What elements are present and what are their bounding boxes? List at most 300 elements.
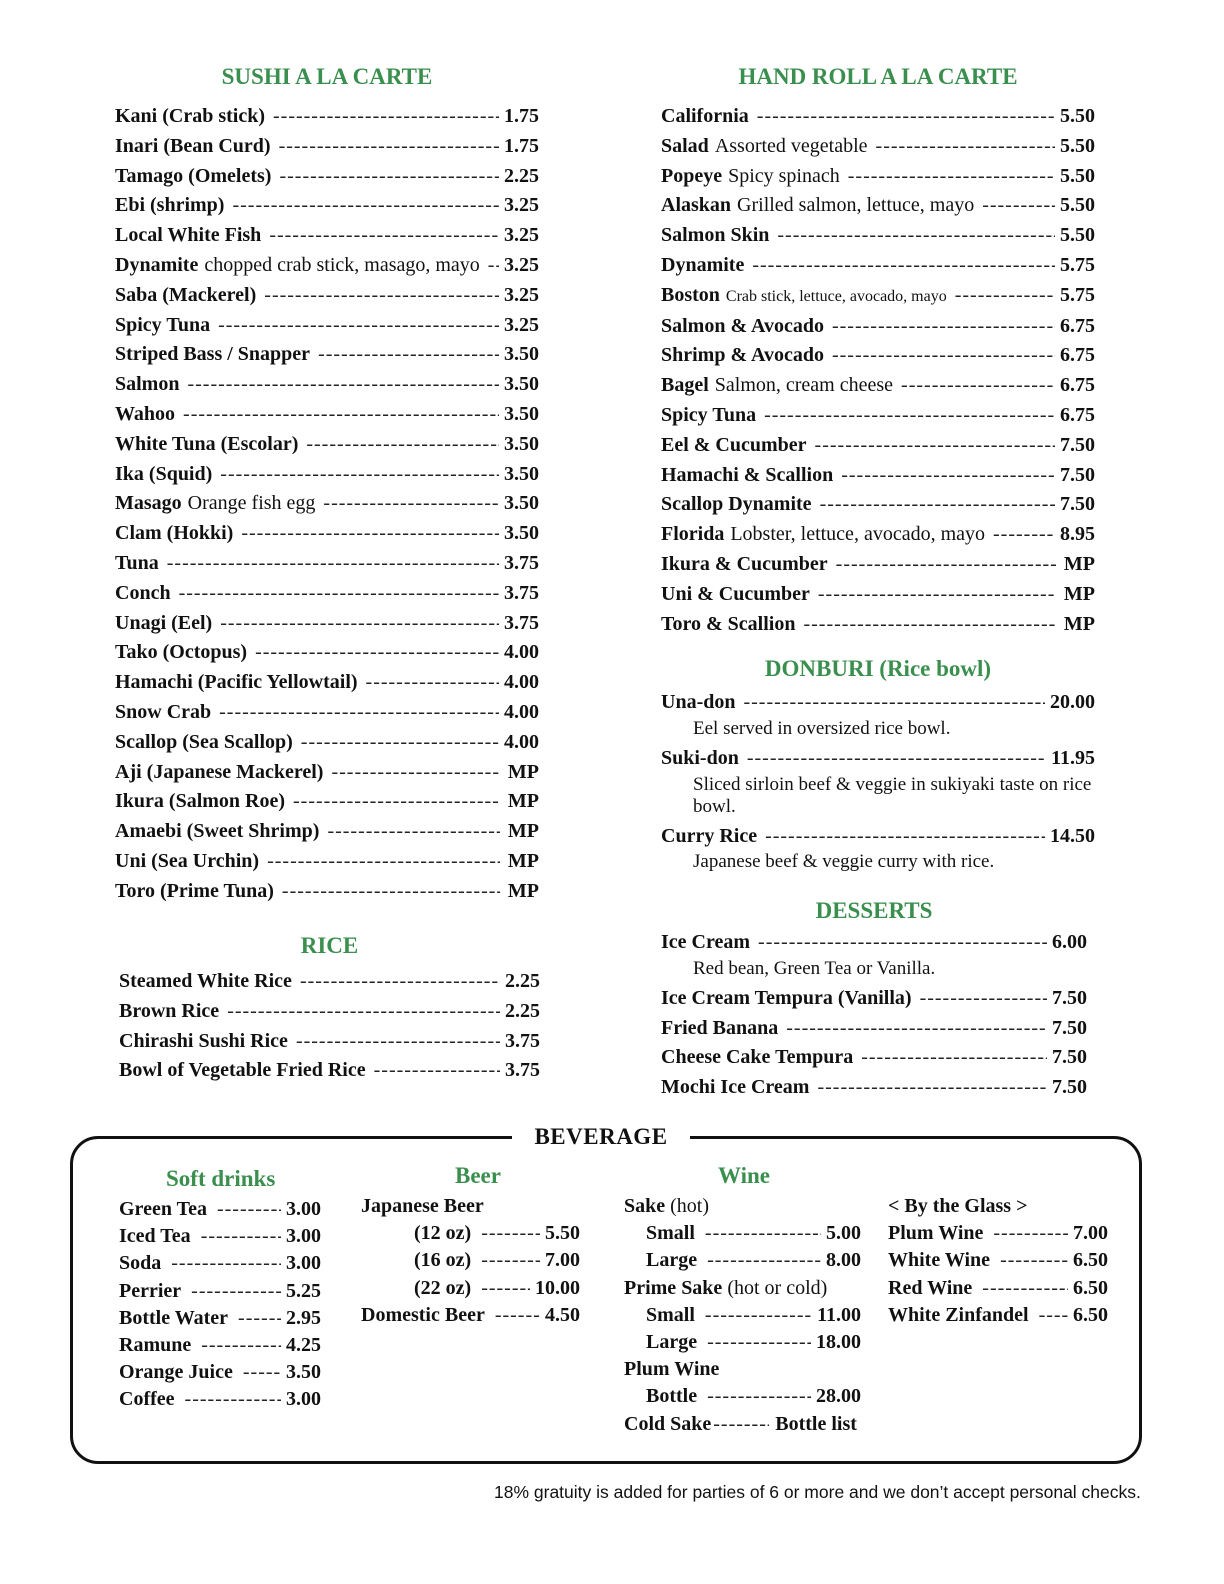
dot-leader (306, 430, 499, 460)
dot-leader (331, 758, 500, 788)
item-price: 6.50 (1073, 1303, 1108, 1326)
dot-leader (218, 311, 499, 341)
item-name: Hamachi (Pacific Yellowtail) (115, 671, 358, 694)
menu-item (661, 610, 1095, 640)
item-price: 8.95 (1060, 523, 1095, 546)
item-price: 8.00 (826, 1249, 861, 1272)
item-name: Kani (Crab stick) (115, 105, 265, 127)
item-name: (16 oz) (414, 1249, 472, 1272)
item-name: Curry Rice (661, 824, 758, 847)
item-name: Salmon & Avocado (661, 314, 824, 337)
item-note: Sliced sirloin beef & veggie in sukiyaki taste on rice bowl. (693, 773, 1092, 817)
donburi-heading: DONBURI (Rice bowl) (764, 656, 992, 681)
dot-leader (705, 1220, 821, 1247)
menu-item (115, 638, 539, 668)
item-price: 3.25 (504, 283, 539, 306)
item-name: Bowl of Vegetable Fried Rice (119, 1059, 366, 1082)
item-price: 4.00 (504, 700, 539, 723)
dot-leader (752, 251, 1055, 281)
item-price: 4.00 (504, 671, 539, 694)
item-price: MP (507, 879, 539, 902)
donburi-list (661, 688, 1095, 873)
item-name: Ika (Squid) (115, 462, 213, 485)
rice-heading: RICE (300, 933, 359, 958)
item-price: 7.50 (1052, 1016, 1087, 1039)
dot-leader (300, 967, 500, 997)
dot-leader (1000, 1247, 1068, 1274)
dot-leader (993, 520, 1055, 550)
item-name: Snow Crab (115, 700, 212, 723)
menu-item (661, 281, 1095, 312)
menu-item (119, 997, 540, 1027)
item-name: Toro (Prime Tuna) (115, 879, 274, 902)
item-price: 7.00 (545, 1249, 580, 1272)
menu-item (888, 1247, 1108, 1274)
dot-leader (183, 400, 499, 430)
dot-leader (264, 281, 499, 311)
menu-item (115, 460, 539, 490)
handroll-section (661, 64, 1095, 639)
item-name: Mochi Ice Cream (661, 1076, 810, 1099)
plum-wine-label: Plum Wine (624, 1358, 720, 1381)
dot-leader (293, 787, 500, 817)
dot-leader (876, 132, 1055, 162)
item-name: Eel & Cucumber (661, 433, 807, 456)
item-name: Brown Rice (119, 999, 220, 1022)
menu-item (661, 162, 1095, 192)
item-price: 6.75 (1060, 344, 1095, 367)
item-price: 4.00 (504, 730, 539, 753)
dot-leader (481, 1220, 540, 1247)
item-name: Perrier (119, 1279, 182, 1302)
by-the-glass-section (888, 1193, 1108, 1329)
menu-item (119, 1056, 540, 1086)
dot-leader (765, 822, 1045, 852)
menu-item (888, 1220, 1108, 1247)
menu-item (115, 251, 539, 281)
item-name: Shrimp & Avocado (661, 344, 824, 367)
item-name: Alaskan (661, 194, 732, 217)
desserts-heading: DESSERTS (815, 898, 933, 923)
item-name: Salad (661, 134, 709, 157)
item-name: Inari (Bean Curd) (115, 134, 271, 157)
dot-leader (279, 132, 499, 162)
menu-item (115, 489, 539, 519)
wine-section (624, 1163, 861, 1438)
menu-item: Bottle ----- 28.00 (624, 1383, 861, 1410)
dot-leader (901, 371, 1055, 401)
menu-item (661, 132, 1095, 162)
dot-leader (243, 1359, 281, 1386)
menu-item (115, 340, 539, 370)
item-name: Chirashi Sushi Rice (119, 1029, 288, 1052)
dot-leader (786, 1014, 1047, 1044)
item-price: 3.75 (504, 611, 539, 634)
menu-item (115, 877, 539, 907)
dot-leader (219, 698, 499, 728)
menu-item (661, 371, 1095, 401)
item-name: Tako (Octopus) (115, 641, 248, 664)
item-name: Red Wine (888, 1276, 973, 1299)
dot-leader (201, 1332, 281, 1359)
menu-item (119, 1196, 321, 1223)
sushi-heading: SUSHI A LA CARTE (221, 64, 433, 89)
dot-leader (747, 744, 1046, 774)
item-price: 3.50 (504, 462, 539, 485)
item-name: Small (646, 1303, 695, 1326)
menu-item (661, 822, 1095, 852)
item-price: 7.50 (1052, 1046, 1087, 1069)
menu-item (661, 688, 1095, 718)
dot-leader (220, 609, 499, 639)
menu-item (119, 1250, 321, 1277)
item-price: 5.50 (1060, 105, 1095, 127)
item-price: 5.50 (545, 1222, 580, 1245)
item-price: 7.50 (1060, 493, 1095, 516)
item-name: Green Tea (119, 1198, 207, 1220)
item-price: 3.75 (504, 581, 539, 604)
dot-leader (238, 1305, 281, 1332)
dot-leader (481, 1275, 530, 1302)
item-name: Bagel (661, 374, 709, 397)
item-name: Amaebi (Sweet Shrimp) (115, 820, 320, 843)
menu-item (661, 461, 1095, 491)
item-name: Cheese Cake Tempura (661, 1046, 854, 1069)
item-price: 5.50 (1060, 164, 1095, 187)
japanese-beer-label: Japanese Beer (361, 1195, 484, 1217)
item-name: Saba (Mackerel) (115, 283, 257, 306)
menu-item (115, 132, 539, 162)
item-name: Plum Wine (888, 1222, 984, 1245)
item-price: 5.50 (1060, 134, 1095, 157)
item-name: (22 oz) (414, 1276, 472, 1299)
menu-item: Domestic Beer ----- 4.50 (361, 1302, 580, 1329)
item-price: MP (507, 790, 539, 813)
item-name: Coffee (119, 1388, 175, 1411)
item-price: 3.25 (504, 224, 539, 247)
menu-item (115, 847, 539, 877)
item-price: 3.75 (505, 1059, 540, 1082)
dot-leader (757, 102, 1055, 132)
item-name: Spicy Tuna (661, 403, 757, 426)
item-price: 7.50 (1052, 986, 1087, 1009)
dot-leader (185, 1386, 281, 1413)
dot-leader (366, 668, 499, 698)
item-price: 6.75 (1060, 403, 1095, 426)
dot-leader (803, 610, 1056, 640)
dot-leader (171, 1250, 281, 1277)
dot-leader (861, 1043, 1047, 1073)
dot-leader (227, 997, 500, 1027)
item-name: Dynamite (661, 253, 745, 276)
item-price: 1.75 (504, 105, 539, 127)
menu-item (661, 401, 1095, 431)
item-name: Striped Bass / Snapper (115, 343, 311, 366)
menu-item (119, 1332, 321, 1359)
menu-item (661, 1014, 1087, 1044)
item-price: 6.50 (1073, 1276, 1108, 1299)
dot-leader (273, 102, 499, 132)
menu-item (646, 1220, 861, 1247)
item-name: Uni & Cucumber (661, 582, 810, 605)
item-price: 7.50 (1060, 463, 1095, 486)
item-note: Eel served in oversized rice bowl. (693, 717, 951, 739)
item-name: Tamago (Omelets) (115, 164, 272, 187)
item-name: Iced Tea (119, 1225, 191, 1248)
menu-item (661, 580, 1095, 610)
item-price: MP (507, 820, 539, 843)
menu-item (115, 519, 539, 549)
item-name: Hamachi & Scallion (661, 463, 834, 486)
item-name: Salmon Skin (661, 224, 770, 247)
menu-item (115, 549, 539, 579)
soft-drinks-section (119, 1166, 321, 1414)
dot-leader (187, 370, 499, 400)
item-price: 5.50 (1060, 224, 1095, 247)
item-price: 3.50 (504, 492, 539, 515)
item-price: 1.75 (504, 134, 539, 157)
item-price: 4.00 (504, 641, 539, 664)
dot-leader (327, 817, 500, 847)
menu-item (661, 928, 1087, 958)
menu-item (661, 1043, 1087, 1073)
item-price: 2.95 (286, 1306, 321, 1329)
menu-item (115, 668, 539, 698)
item-description: Lobster, lettuce, avocado, mayo (730, 523, 986, 546)
item-description: Orange fish egg (187, 492, 316, 515)
menu-item (115, 400, 539, 430)
menu-item (661, 191, 1095, 221)
item-name: Ice Cream (661, 931, 751, 953)
item-description: Assorted vegetable (714, 134, 868, 157)
menu-item (115, 728, 539, 758)
item-description: Crab stick, lettuce, avocado, mayo (725, 287, 947, 305)
menu-item (119, 1027, 540, 1057)
item-name: Aji (Japanese Mackerel) (115, 760, 324, 783)
dot-leader (815, 431, 1055, 461)
item-name: White Wine (888, 1249, 991, 1272)
item-name: Bottle Water (119, 1306, 229, 1329)
item-price: 7.50 (1052, 1076, 1087, 1099)
dot-leader (279, 162, 499, 192)
item-name: Masago (115, 492, 182, 515)
menu-item (115, 579, 539, 609)
menu-item (119, 1278, 321, 1305)
menu-item (661, 550, 1095, 580)
item-price: 3.50 (504, 522, 539, 545)
menu-item (115, 281, 539, 311)
menu-item (115, 162, 539, 192)
sake-label: Sake (hot) (624, 1195, 710, 1217)
item-name: Scallop (Sea Scallop) (115, 730, 293, 753)
item-price: MP (1063, 552, 1095, 575)
dot-leader (993, 1220, 1068, 1247)
menu-item (115, 102, 539, 132)
dot-leader (818, 580, 1056, 610)
item-price: MP (507, 760, 539, 783)
item-name: Suki-don (661, 746, 739, 769)
menu-item (661, 744, 1095, 774)
item-name: Florida (661, 523, 725, 546)
item-price: 5.75 (1060, 283, 1095, 306)
menu-item (661, 221, 1095, 251)
item-note: Japanese beef & veggie curry with rice. (693, 851, 995, 873)
item-price: 3.75 (505, 1029, 540, 1052)
dot-leader (817, 1073, 1047, 1103)
menu-item (414, 1275, 580, 1302)
item-name: Local White Fish (115, 224, 262, 247)
item-name: Scallop Dynamite (661, 493, 812, 516)
dot-leader (282, 877, 500, 907)
item-name: Conch (115, 581, 171, 604)
beverage-heading: BEVERAGE (512, 1124, 690, 1150)
rice-section (119, 933, 540, 1086)
menu-item (646, 1302, 861, 1329)
soft-drinks-list (119, 1196, 321, 1414)
dot-leader (841, 461, 1055, 491)
item-name: Large (646, 1331, 698, 1354)
handroll-list (661, 102, 1095, 639)
item-price: 3.00 (286, 1388, 321, 1411)
menu-item (119, 1386, 321, 1413)
item-price: 6.00 (1052, 931, 1087, 953)
item-price: 3.75 (504, 551, 539, 574)
dot-leader (1039, 1302, 1068, 1329)
item-price: 5.75 (1060, 253, 1095, 276)
item-price: 6.50 (1073, 1249, 1108, 1272)
by-the-glass-list (888, 1220, 1108, 1329)
item-price: 3.50 (504, 402, 539, 425)
item-price: 3.50 (504, 373, 539, 396)
item-name: Soda (119, 1252, 162, 1275)
menu-item (119, 967, 540, 997)
item-price: MP (507, 849, 539, 872)
menu-item (115, 787, 539, 817)
item-price: 3.25 (504, 313, 539, 336)
item-price: 2.25 (505, 999, 540, 1022)
menu-item (888, 1275, 1108, 1302)
item-name: White Zinfandel (888, 1303, 1029, 1326)
item-name: Popeye (661, 164, 723, 187)
dot-leader (374, 1056, 500, 1086)
item-price: 11.95 (1051, 746, 1095, 769)
dot-leader (955, 281, 1055, 311)
dot-leader (764, 401, 1055, 431)
dot-leader (707, 1329, 811, 1356)
dot-leader (848, 162, 1055, 192)
dot-leader (232, 191, 499, 221)
item-description: Salmon, cream cheese (714, 374, 894, 397)
item-name: Unagi (Eel) (115, 611, 213, 634)
dot-leader (167, 549, 499, 579)
menu-item (414, 1220, 580, 1247)
dot-leader (982, 1275, 1068, 1302)
menu-item (414, 1247, 580, 1274)
item-name: Ebi (shrimp) (115, 194, 225, 217)
menu-item (646, 1329, 861, 1356)
item-price: 3.25 (504, 253, 539, 276)
dot-leader (982, 191, 1055, 221)
item-name: Ice Cream Tempura (Vanilla) (661, 986, 912, 1009)
item-price: 5.50 (1060, 194, 1095, 217)
item-name: Clam (Hokki) (115, 522, 234, 545)
item-name: Ikura & Cucumber (661, 552, 828, 575)
item-name: California (661, 105, 749, 127)
item-name: Toro & Scallion (661, 612, 796, 635)
menu-item (646, 1247, 861, 1274)
dot-leader (217, 1196, 281, 1223)
item-name: Salmon (115, 373, 180, 396)
item-description: chopped crab stick, masago, mayo (204, 253, 480, 276)
item-name: Tuna (115, 551, 159, 574)
desserts-list (661, 928, 1087, 1103)
item-price: 11.00 (817, 1303, 861, 1326)
item-price: MP (1063, 582, 1095, 605)
menu-item (661, 1073, 1087, 1103)
rice-list (119, 967, 540, 1086)
dot-leader (179, 579, 499, 609)
menu-item (115, 311, 539, 341)
item-price: 10.00 (535, 1276, 580, 1299)
soft-drinks-heading: Soft drinks (166, 1166, 276, 1191)
dot-leader (269, 221, 499, 251)
item-name: Dynamite (115, 253, 199, 276)
dot-leader (267, 847, 500, 877)
item-name: Uni (Sea Urchin) (115, 849, 260, 872)
dot-leader (832, 312, 1055, 342)
item-name: Large (646, 1249, 698, 1272)
desserts-section (661, 898, 1087, 1103)
beer-section (361, 1163, 580, 1329)
dot-leader (832, 341, 1055, 371)
dot-leader (820, 490, 1055, 520)
menu-item (661, 520, 1095, 550)
sushi-section (115, 64, 539, 907)
item-name: Orange Juice (119, 1361, 233, 1384)
item-price: 3.50 (286, 1361, 321, 1384)
menu-item (115, 609, 539, 639)
item-name: Ikura (Salmon Roe) (115, 790, 286, 813)
item-price: 18.00 (816, 1331, 861, 1354)
menu-item: Cold Sake ----- Bottle list (624, 1411, 861, 1438)
menu-item (115, 191, 539, 221)
item-name: White Tuna (Escolar) (115, 432, 299, 455)
item-price: 5.25 (286, 1279, 321, 1302)
item-price: 2.25 (505, 970, 540, 992)
prime-sake-label: Prime Sake (hot or cold) (624, 1276, 828, 1299)
wine-heading: Wine (718, 1163, 770, 1188)
item-price: 3.00 (286, 1198, 321, 1220)
dot-leader (488, 251, 499, 281)
menu-item (661, 312, 1095, 342)
menu-item (115, 817, 539, 847)
dot-leader (255, 638, 499, 668)
dot-leader (301, 728, 499, 758)
dot-leader (191, 1278, 281, 1305)
by-the-glass-heading: < By the Glass > (888, 1195, 1028, 1217)
menu-item (661, 431, 1095, 461)
dot-leader (836, 550, 1056, 580)
sake-list (624, 1220, 861, 1274)
item-description: Spicy spinach (728, 164, 840, 187)
dot-leader (201, 1223, 281, 1250)
item-name: Steamed White Rice (119, 970, 292, 992)
prime-sake-list (624, 1302, 861, 1356)
item-price: 5.00 (826, 1222, 861, 1245)
menu-item (115, 430, 539, 460)
item-price: 3.00 (286, 1225, 321, 1248)
menu-item (661, 490, 1095, 520)
